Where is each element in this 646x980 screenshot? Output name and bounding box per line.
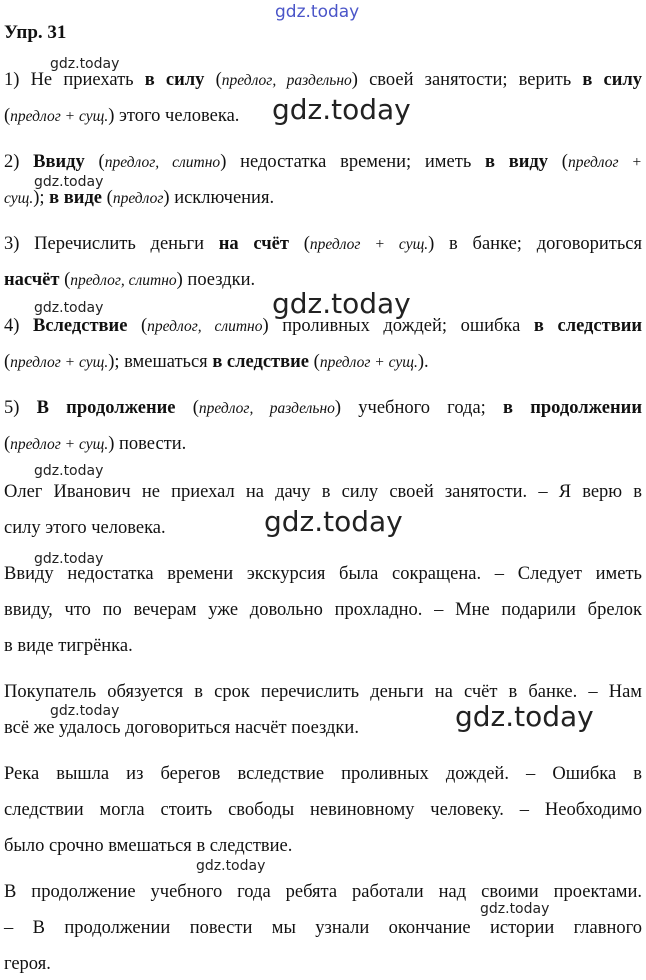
example-line: всё же удалось договориться насчёт поездки. bbox=[4, 718, 359, 738]
watermark: gdz.today bbox=[50, 703, 120, 719]
watermark: gdz.today bbox=[455, 700, 594, 733]
item-3-line-1: 3) Перечислить деньги на счёт (предлог + сущ.) в банке; договориться bbox=[4, 234, 642, 254]
watermark: gdz.today bbox=[272, 93, 411, 126]
example-line: Олег Иванович не приехал на дачу в силу своей занятости. – Я верю в bbox=[4, 482, 642, 502]
example-line: силу этого человека. bbox=[4, 518, 166, 538]
example-line: Ввиду недостатка времени экскурсия была сокращена. – Следует иметь bbox=[4, 564, 642, 584]
watermark: gdz.today bbox=[34, 463, 104, 479]
example-line: было срочно вмешаться в следствие. bbox=[4, 836, 293, 856]
exercise-title: Упр. 31 bbox=[4, 22, 67, 43]
example-line: следствии могла стоить свободы невиновному человеку. – Необходимо bbox=[4, 800, 642, 820]
watermark: gdz.today bbox=[34, 551, 104, 567]
watermark: gdz.today bbox=[480, 901, 550, 917]
item-1-line-2: (предлог + сущ.) этого человека. bbox=[4, 106, 240, 126]
example-line: в виде тигрёнка. bbox=[4, 636, 133, 656]
watermark: gdz.today bbox=[275, 2, 360, 22]
watermark: gdz.today bbox=[264, 505, 403, 538]
item-2-line-1: 2) Ввиду (предлог, слитно) недостатка времени; иметь в виду (предлог + bbox=[4, 152, 642, 172]
watermark: gdz.today bbox=[34, 174, 104, 190]
example-line: Река вышла из берегов вследствие проливных дождей. – Ошибка в bbox=[4, 764, 642, 784]
example-line: В продолжение учебного года ребята работали над своими проектами. bbox=[4, 882, 642, 902]
watermark: gdz.today bbox=[196, 858, 266, 874]
item-5-line-2: (предлог + сущ.) повести. bbox=[4, 434, 187, 454]
item-1-line-1: 1) Не приехать в силу (предлог, раздельно) своей занятости; верить в силу bbox=[4, 70, 642, 90]
watermark: gdz.today bbox=[50, 56, 120, 72]
watermark: gdz.today bbox=[272, 287, 411, 320]
example-line: – В продолжении повести мы узнали окончание истории главного bbox=[4, 918, 642, 938]
item-3-line-2: насчёт (предлог, слитно) поездки. bbox=[4, 270, 256, 290]
item-4-line-2: (предлог + сущ.); вмешаться в следствие (предлог + сущ.). bbox=[4, 352, 429, 372]
item-4-line-1: 4) Вследствие (предлог, слитно) проливных дождей; ошибка в следствии bbox=[4, 316, 643, 336]
example-line: героя. bbox=[4, 954, 51, 974]
example-line: Покупатель обязуется в срок перечислить деньги на счёт в банке. – Нам bbox=[4, 682, 642, 702]
watermark: gdz.today bbox=[34, 300, 104, 316]
item-5-line-1: 5) В продолжение (предлог, раздельно) учебного года; в продолжении bbox=[4, 398, 642, 418]
item-2-line-2: сущ.); в виде (предлог) исключения. bbox=[4, 188, 275, 208]
example-line: ввиду, что по вечерам уже довольно прохладно. – Мне подарили брелок bbox=[4, 600, 642, 620]
